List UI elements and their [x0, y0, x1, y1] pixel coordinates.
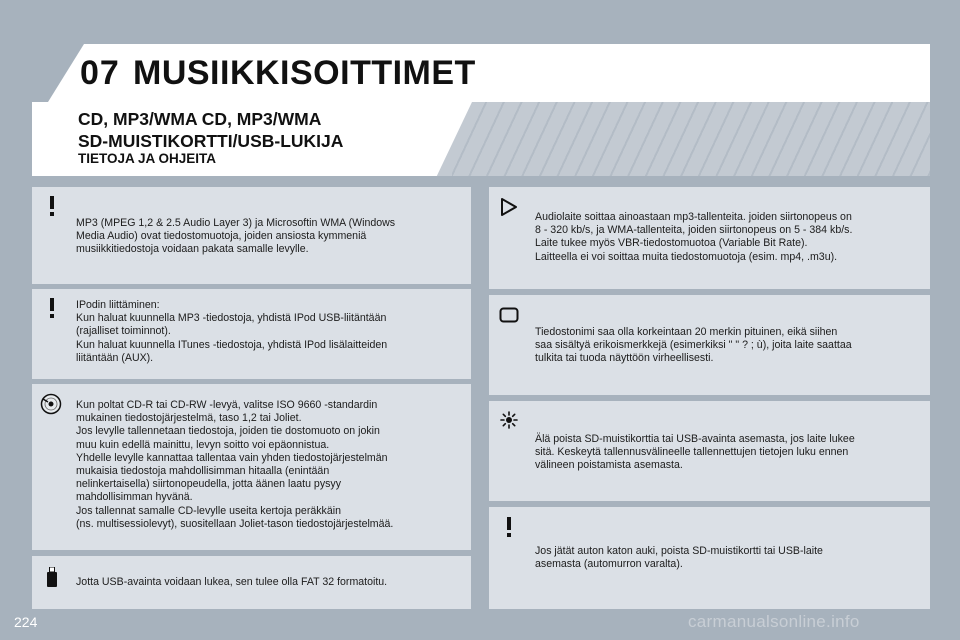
info-text: Kun poltat CD-R tai CD-RW -levyä, valitse ISO 9660 -standardin mukainen tiedostojärjestelmä, taso 1,2 tai Joliet. Jos levylle tallennetaan tiedostoja, joiden tie dostomuoto on jokin muu kuin edellä mainittu, levyn soitto voi epäonnistua. Yhdelle levylle kannattaa tallentaa vain yhden tiedostojärjestelmän mukaisia tiedostoja mahdollisimman hitaalla (enintään nelinkertaisella) siirtonopeudella, jotta äänen laatu pysyy mahdollisimman hyvänä. Jos tallennat samalle CD-levylle useita kertoja peräkkäin (ns. multisessiolevyt), suositellaan Joliet-tason tiedostojärjestelmää.: [76, 399, 394, 530]
info-box-removal: [489, 401, 930, 501]
info-text: Tiedostonimi saa olla korkeintaan 20 merkin pituinen, eikä siihen saa sisältyä erikoismerkkejä (esimerkiksi " " ? ; ù), joita laite saattaa tulkita tai tuoda näyttöön virheellisesti.: [535, 326, 852, 365]
info-box-theft-warning: [489, 507, 930, 609]
section-title: [78, 108, 343, 152]
info-box-usb-format: [32, 556, 471, 609]
info-text: Audiolaite soittaa ainoastaan mp3-tallenteita. joiden siirtonopeus on 8 - 320 kb/s, ja WMA-tallenteita, joiden siirtonopeus on 5 - 384 kb/s. Laite tukee myös VBR-tiedostomuotoa (Variable Bit Rate). Laitteella ei voi soittaa muita tiedostomuotoja (esim. mp4, .m3u).: [535, 211, 853, 263]
screen-icon: [498, 305, 520, 325]
section-title-line2: SD-MUISTIKORTTI/USB-LUKIJA: [78, 131, 344, 151]
info-box-ipod: [32, 289, 471, 379]
section-subtitle: TIETOJA JA OHJEITA: [78, 151, 217, 166]
info-text: IPodin liittäminen: Kun haluat kuunnella MP3 -tiedostoja, yhdistä IPod USB-liitäntään (rajalliset toiminnot). Kun haluat kuunnella ITunes -tiedostoja, yhdistä IPod lisälaitteiden liitäntään (AUX).: [76, 299, 388, 364]
info-box-file-names: [489, 295, 930, 395]
watermark: carmanualsonline.info: [688, 612, 860, 631]
info-box-playback-formats: [489, 187, 930, 289]
info-box-mp3-wma: [32, 187, 471, 284]
info-text: MP3 (MPEG 1,2 & 2.5 Audio Layer 3) ja Microsoftin WMA (Windows Media Audio) ovat tiedostomuotoja, joiden ansiosta kymmeniä musiikkitiedostoja voidaan pakata samalle levylle.: [76, 217, 396, 256]
info-text: Jotta USB-avainta voidaan lukea, sen tulee olla FAT 32 formatoitu.: [76, 576, 388, 588]
chapter-number: 07: [80, 54, 120, 92]
light-icon: [499, 410, 519, 430]
exclamation-icon: [499, 517, 519, 537]
info-text: Älä poista SD-muistikorttia tai USB-avainta asemasta, jos laite lukee sitä. Keskeytä tallennusvälineelle tallennettujen tietojen luku ennen välineen poistamista asemasta.: [535, 433, 855, 472]
info-box-cd-burning: [32, 384, 471, 550]
decorative-stripes: [452, 102, 930, 176]
exclamation-icon: [42, 298, 62, 318]
page-number: 224: [14, 614, 38, 630]
section-title-line1: CD, MP3/WMA CD, MP3/WMA: [78, 109, 322, 129]
disc-icon: [40, 393, 62, 415]
usb-stick-icon: [42, 567, 62, 587]
chapter-title: MUSIIKKISOITTIMET: [133, 54, 476, 92]
play-icon: [499, 197, 519, 217]
info-text: Jos jätät auton katon auki, poista SD-muistikortti tai USB-laite asemasta (automurron varalta).: [535, 545, 823, 571]
exclamation-icon: [42, 196, 62, 216]
